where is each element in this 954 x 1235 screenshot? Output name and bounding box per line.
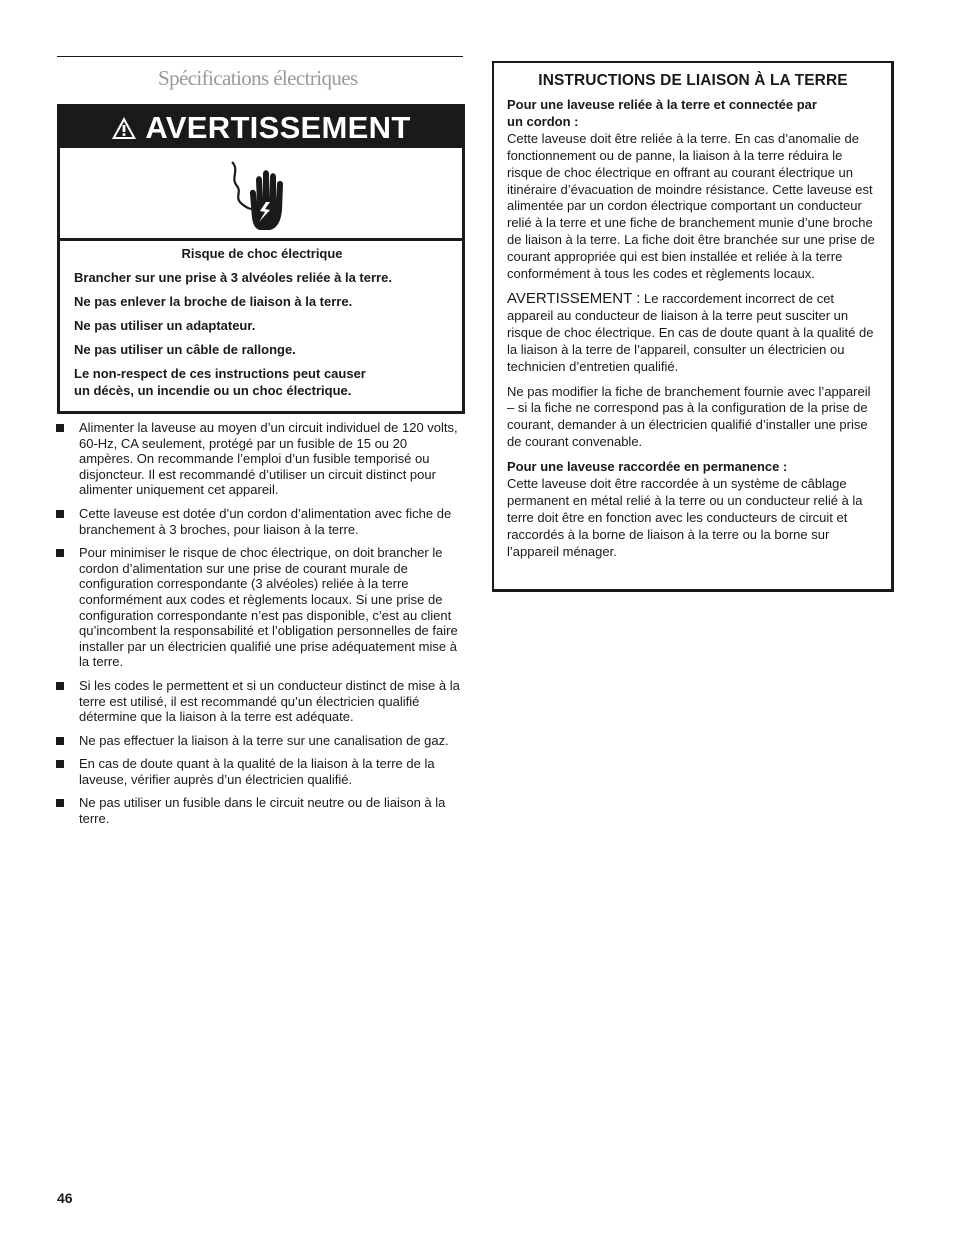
permanent-heading: Pour une laveuse raccordée en permanence : <box>507 459 788 475</box>
warning-header <box>60 107 462 148</box>
bullet-item <box>55 795 463 826</box>
electrical-bullet-list <box>55 420 463 835</box>
corded-heading-line-2: un cordon : <box>507 113 579 129</box>
bullet-item <box>55 678 463 725</box>
warning-consequence-line-1: Le non-respect de ces instructions peut causer <box>74 366 366 381</box>
electric-shock-hand-icon <box>228 158 292 232</box>
warning-line: Ne pas utiliser un câble de rallonge. <box>74 342 296 357</box>
top-rule <box>57 56 463 57</box>
corded-section <box>507 97 879 283</box>
corded-text: Cette laveuse doit être reliée à la terre. En cas d’anomalie de fonctionnement ou de panne, la liaison à la terre réduira le risque de choc électrique en offrant au courant électrique un itinéraire d’évacuation de moindre résistance. Cette laveuse est alimentée par un cordon électrique comportant un conducteur relié à la terre et une fiche de branchement munie d’une broche de liaison à la terre. La fiche doit être branchée sur une prise de courant appropriée qui est bien installée et reliée à la terre conformément à tous les codes et règlements locaux. <box>507 130 875 282</box>
warning-line: Brancher sur une prise à 3 alvéoles reliée à la terre. <box>74 270 392 285</box>
bullet-square-icon <box>56 737 64 745</box>
bullet-square-icon <box>56 510 64 518</box>
bullet-square-icon <box>56 799 64 807</box>
warning-line: Risque de choc électrique <box>181 246 343 261</box>
warning-line: Ne pas utiliser un adaptateur. <box>74 318 256 333</box>
grounding-instructions-box <box>492 61 894 592</box>
warning-text <box>60 241 462 399</box>
page-number: 46 <box>57 1190 73 1206</box>
bullet-text: Cette laveuse est dotée d’un cordon d’alimentation avec fiche de branchement à 3 broches, pour liaison à la terre. <box>79 505 452 537</box>
modify-plug-text: Ne pas modifier la fiche de branchement fournie avec l’appareil – si la fiche ne correspond pas à la configuration de la prise de courant, demander à un électricien qualifié d’installer une prise de courant convenable. <box>507 383 871 450</box>
warning-consequence-line-2: un décès, un incendie ou un choc électrique. <box>74 383 352 398</box>
bullet-text: Pour minimiser le risque de choc électrique, on doit brancher le cordon d’alimentation sur une prise de courant murale de configuration correspondante (3 alvéoles) reliée à la terre conformément aux codes et règlements locaux. Si une prise de configuration correspondante n’est pas disponible, c’est au client qu’incombent la responsabilité et l’obligation personnelles de faire installer par un électricien qualifié une prise adéquatement mise à la terre. <box>79 545 458 670</box>
bullet-square-icon <box>56 424 64 432</box>
warning-consequence <box>74 365 450 399</box>
warning-line: Ne pas enlever la broche de liaison à la terre. <box>74 294 353 309</box>
bullet-text: En cas de doute quant à la qualité de la liaison à la terre de la laveuse, vérifier auprès d’un électricien qualifié. <box>79 756 435 787</box>
grounding-heading: INSTRUCTIONS DE LIAISON À LA TERRE <box>538 72 848 89</box>
warning-title: AVERTISSEMENT <box>145 109 411 145</box>
bullet-square-icon <box>56 549 64 557</box>
permanent-text: Cette laveuse doit être raccordée à un système de câblage permanent en métal relié à la terre ou un conducteur relié à la terre doit être en fonction avec les conducteurs de circuit et raccordés à la borne de liaison à la terre ou la borne sur l’appareil ménager. <box>507 476 863 559</box>
bullet-item <box>55 733 463 749</box>
grounding-warning-text: Le raccordement incorrect de cet appareil au conducteur de liaison à la terre peut susciter un risque de choc électrique. En cas de doute quant à la qualité de la liaison à la terre de l’appareil, consulter un électricien ou technicien d’entretien qualifié. <box>507 290 874 374</box>
bullet-text: Ne pas effectuer la liaison à la terre sur une canalisation de gaz. <box>79 732 449 748</box>
permanent-section <box>507 459 879 560</box>
bullet-item <box>55 420 463 498</box>
bullet-text: Alimenter la laveuse au moyen d’un circuit individuel de 120 volts, 60-Hz, CA seulement, protégé par un fusible de 15 ou 20 ampères. On recommande l’emploi d’un fusible temporisé ou disjoncteur. Il est recommandé d’utiliser un circuit distinct pour alimenter uniquement cet appareil. <box>79 420 458 498</box>
bullet-text: Ne pas utiliser un fusible dans le circuit neutre ou de liaison à la terre. <box>79 795 446 827</box>
corded-heading-line-1: Pour une laveuse reliée à la terre et connectée par <box>507 97 817 112</box>
shock-hazard-area <box>60 148 462 241</box>
bullet-square-icon <box>56 682 64 690</box>
bullet-square-icon <box>56 760 64 768</box>
warning-box <box>57 104 465 414</box>
bullet-item <box>55 545 463 670</box>
grounding-warning-lead: AVERTISSEMENT : <box>507 289 641 307</box>
section-title: Spécifications électriques <box>158 66 358 90</box>
warning-triangle-icon <box>111 116 137 140</box>
bullet-text: Si les codes le permettent et si un conducteur distinct de mise à la terre est utilisé, il est recommandé qu’un électricien qualifié détermine que la liaison à la terre est adéquate. <box>79 677 460 725</box>
bullet-item <box>55 756 463 787</box>
bullet-item <box>55 506 463 537</box>
grounding-warning <box>507 291 879 376</box>
